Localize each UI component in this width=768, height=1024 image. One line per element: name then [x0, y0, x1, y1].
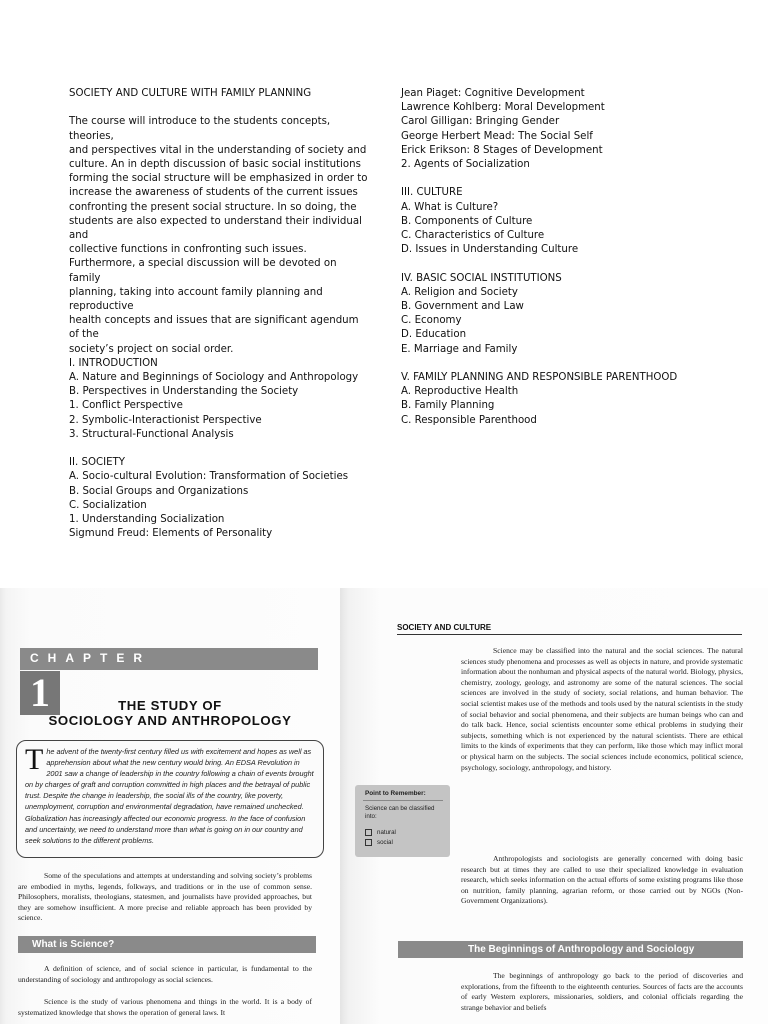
syllabus-left-column — [69, 87, 369, 541]
syllabus-line: George Herbert Mead: The Social Self — [401, 130, 593, 142]
syllabus-line: B. Social Groups and Organizations — [69, 485, 249, 497]
syllabus-line — [401, 357, 741, 371]
syllabus-line: D. Education — [401, 329, 467, 341]
syllabus-line: B. Perspectives in Understanding the Society — [69, 386, 299, 398]
drop-cap: T — [25, 743, 44, 776]
syllabus-line: Erick Erikson: 8 Stages of Development — [401, 144, 603, 156]
syllabus-line — [69, 101, 369, 115]
scanned-page-right — [340, 588, 768, 1024]
syllabus-line: IV. BASIC SOCIAL INSTITUTIONS — [401, 272, 562, 284]
point-box-item: social — [365, 839, 393, 846]
intro-box — [16, 740, 324, 858]
syllabus-line: Carol Gilligan: Bringing Gender — [401, 116, 560, 128]
syllabus-line: health concepts and issues that are significant agendum of the — [69, 315, 362, 341]
checkbox-icon — [365, 839, 372, 846]
syllabus-line: C. Economy — [401, 315, 462, 327]
running-head-rule — [397, 634, 742, 635]
point-box-heading: Point to Remember: — [365, 790, 426, 797]
syllabus-line: B. Family Planning — [401, 400, 495, 412]
scanned-page-left — [0, 588, 340, 1024]
chapter-number: 1 — [20, 671, 60, 715]
syllabus-line — [69, 442, 369, 456]
syllabus-line: 1. Understanding Socialization — [69, 514, 225, 526]
syllabus-line: increase the awareness of students of the current issues — [69, 187, 358, 199]
chapter-label: CHAPTER — [30, 651, 152, 665]
point-box-rule — [363, 800, 443, 801]
point-to-remember-box — [355, 785, 450, 857]
syllabus-line: B. Government and Law — [401, 301, 524, 313]
syllabus-line: Furthermore, a special discussion will be devoted on family — [69, 258, 340, 284]
syllabus-line: E. Marriage and Family — [401, 343, 518, 355]
syllabus-line: I. INTRODUCTION — [69, 357, 158, 369]
section-title: What is Science? — [32, 939, 115, 950]
syllabus-line: C. Socialization — [69, 499, 147, 511]
running-head: SOCIETY AND CULTURE — [397, 623, 492, 632]
syllabus-line: and perspectives vital in the understanding of society and — [69, 144, 367, 156]
point-box-text: Science can be classified into: — [365, 805, 435, 820]
intro-text — [25, 743, 315, 846]
syllabus-line: A. What is Culture? — [401, 201, 499, 213]
chapter-title-line1: THE STUDY OF — [118, 698, 222, 713]
syllabus-line: C. Characteristics of Culture — [401, 230, 545, 242]
point-box-item: natural — [365, 829, 396, 836]
syllabus-line: V. FAMILY PLANNING AND RESPONSIBLE PARENTHOOD — [401, 372, 678, 384]
syllabus-line: C. Responsible Parenthood — [401, 414, 537, 426]
syllabus-line: Jean Piaget: Cognitive Development — [401, 88, 585, 99]
paragraph: Science may be classified into the natural and the social sciences. The natural sciences study phenomena and processes as well as objects in nature, and provide systematic information about the nonhuman and physical aspects of the natural world. Biology, physics, chemistry, zoology, geology, and astronomy are some of the natural sciences. The social sciences are involved in the study of society, social relations, and human behavior. The social scientist makes use of the methods and tools used by the natural scientists in the study of social behavior and social phenomena, and their subjects are human beings who can and do talk back. Hence, social scientists encounter some ethical problems in studying their subjects, something which is not experienced by the natural scientists. There are ethical limits to the kinds of experiments that they can perform, like those which may inflict moral or physical harm on the subjects. The social sciences include economics, political science, psychology, sociology, anthropology, and history. — [461, 646, 743, 772]
syllabus-line: The course will introduce to the students concepts, theories, — [69, 116, 334, 142]
syllabus-line: D. Issues in Understanding Culture — [401, 244, 579, 256]
chapter-title — [20, 698, 320, 728]
syllabus-line: A. Socio-cultural Evolution: Transformation of Societies — [69, 471, 349, 483]
syllabus-line: Lawrence Kohlberg: Moral Development — [401, 102, 605, 114]
syllabus-line: forming the social structure will be emphasized in order to — [69, 173, 368, 185]
syllabus-right-column — [401, 87, 741, 428]
checkbox-icon — [365, 829, 372, 836]
syllabus-line: SOCIETY AND CULTURE WITH FAMILY PLANNING — [69, 88, 312, 99]
syllabus-line: confronting the present social structure. In so doing, the — [69, 201, 357, 213]
syllabus-line: A. Religion and Society — [401, 286, 518, 298]
syllabus-line: Sigmund Freud: Elements of Personality — [69, 528, 273, 540]
section-title: The Beginnings of Anthropology and Sociology — [468, 944, 695, 955]
paragraph: Anthropologists and sociologists are generally concerned with doing basic research but at times they are called to use their specialized knowledge in evaluation research, which seeks information on the actual efforts of some existing programs like those on nutrition, family planning, agrarian reform, or those carried out by NGOs (Non-Government Organizations). — [461, 854, 743, 906]
syllabus-line: 2. Symbolic-Interactionist Perspective — [69, 414, 262, 426]
syllabus-line: B. Components of Culture — [401, 215, 533, 227]
syllabus-line: collective functions in confronting such issues. — [69, 244, 307, 256]
intro-body: he advent of the twenty-first century filled us with excitement and hopes as well as apprehension about what the new century would bring. An EDSA Revolution in 2001 saw a change of leadership in the country following a chain of events brought on by charges of graft and corruption committed in high places and the betrayal of public trust. Despite the change in leadership, the social ills of the country, like poverty, unemployment, corruption and environmental degradation, have remained unchecked. Globalization has increasingly affected our economic progress. In the face of confusion and uncertainty, we need to understand more than what is going on in our country and seek solutions to the different problems. — [25, 747, 314, 845]
syllabus-line: 1. Conflict Perspective — [69, 400, 183, 412]
syllabus-line: III. CULTURE — [401, 187, 463, 199]
syllabus-line: 3. Structural-Functional Analysis — [69, 428, 234, 440]
syllabus-line: planning, taking into account family planning and reproductive — [69, 286, 326, 313]
syllabus-line: society’s project on social order. — [69, 343, 234, 355]
syllabus-line: culture. An in depth discussion of basic social institutions — [69, 159, 361, 170]
paragraph: Some of the speculations and attempts at understanding and solving society’s problems are embodied in myths, legends, folkways, and traditions or in the use of common sense. Philosophers, moralists, theologians, statesmen, and journalists have provided approaches, but they are somehow insufficient. A more precise and reliable approach has been provided by science. — [18, 871, 312, 923]
syllabus-line: 2. Agents of Socialization — [401, 159, 530, 171]
syllabus-line: II. SOCIETY — [69, 457, 125, 469]
chapter-title-line2: SOCIOLOGY AND ANTHROPOLOGY — [48, 713, 292, 728]
syllabus-line: A. Nature and Beginnings of Sociology and Anthropology — [69, 372, 359, 384]
paragraph: A definition of science, and of social science in particular, is fundamental to the understanding of sociology and anthropology as social sciences. — [18, 964, 312, 984]
syllabus-line — [401, 257, 741, 271]
paragraph: The beginnings of anthropology go back to the period of discoveries and explorations, from the fifteenth to the eighteenth centuries. Sources of facts are the accounts of early Western explorers, missionaries, soldiers, and colonial officials regarding the strange behavior and beliefs — [461, 971, 743, 1012]
syllabus-line: students are also expected to understand their individual and — [69, 215, 366, 242]
syllabus-line: A. Reproductive Health — [401, 386, 519, 398]
paragraph: Science is the study of various phenomena and things in the world. It is a body of systematized knowledge that shows the operation of general laws. It — [18, 997, 312, 1017]
syllabus-line — [401, 172, 741, 186]
